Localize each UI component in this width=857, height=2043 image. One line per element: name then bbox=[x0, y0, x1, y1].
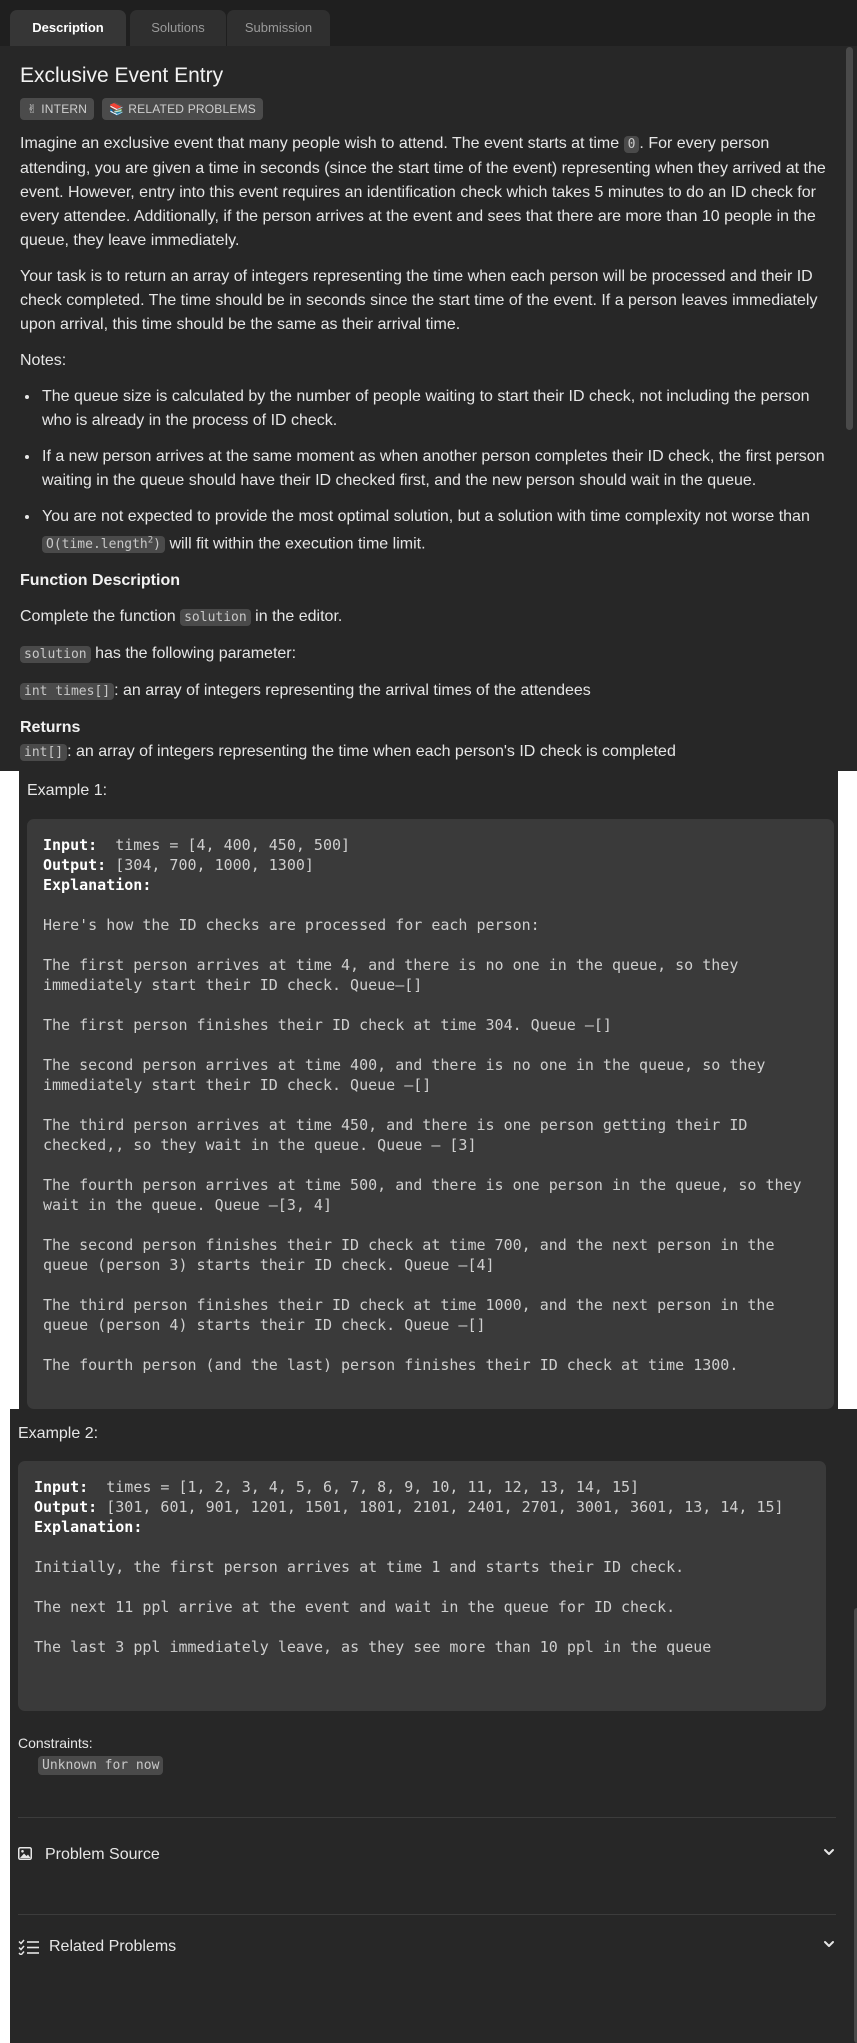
accordion-related-problems[interactable] bbox=[18, 1931, 836, 1965]
example-2-code-block bbox=[18, 1461, 826, 1711]
example-input-line bbox=[34, 1477, 810, 1497]
description-panel bbox=[0, 0, 857, 771]
explanation-line: The next 11 ppl arrive at the event and wait in the queue for ID check. bbox=[34, 1598, 676, 1616]
explanation-line: The fourth person arrives at time 500, and there is one person in the queue, so they wait in the queue. Queue –[3, 4] bbox=[43, 1176, 811, 1214]
explanation-line: The last 3 ppl immediately leave, as they see more than 10 ppl in the queue bbox=[34, 1638, 712, 1656]
constraints-label: Constraints: bbox=[18, 1735, 93, 1751]
note-item: • The queue size is calculated by the number of people waiting to start their ID check, not including the person who is already in the process of ID check. bbox=[40, 385, 828, 433]
example-2-label: Example 2: bbox=[18, 1425, 99, 1442]
constraints-value bbox=[38, 1755, 163, 1775]
scrollbar[interactable] bbox=[846, 47, 853, 430]
explanation-line: Here's how the ID checks are processed for each person: bbox=[43, 916, 540, 934]
inline-code: int[] bbox=[20, 744, 67, 761]
text: Complete the function bbox=[20, 608, 181, 626]
explanation-keyword: Explanation: bbox=[34, 1518, 143, 1536]
output-keyword: Output: bbox=[43, 856, 107, 874]
description-scroll-area[interactable] bbox=[0, 46, 857, 771]
inline-code: solution bbox=[180, 609, 251, 626]
badge-intern[interactable] bbox=[20, 98, 94, 120]
description-paragraph-1 bbox=[20, 132, 828, 253]
explanation-line: The fourth person (and the last) person finishes their ID check at time 1300. bbox=[43, 1356, 739, 1374]
text: will fit within the execution time limit. bbox=[165, 535, 426, 553]
superscript: 2 bbox=[147, 536, 154, 546]
function-description-text bbox=[20, 605, 828, 630]
example-input-line bbox=[43, 835, 818, 855]
example-1-label: Example 1: bbox=[27, 782, 108, 799]
divider bbox=[18, 1914, 836, 1915]
badge-row bbox=[20, 98, 828, 120]
inline-code: solution bbox=[20, 646, 91, 663]
text: : an array of integers representing the arrival times of the attendees bbox=[114, 682, 591, 700]
note-item bbox=[40, 505, 828, 557]
parameter-item bbox=[20, 679, 828, 704]
badge-related-problems[interactable] bbox=[102, 98, 263, 120]
accordion-label: Related Problems bbox=[49, 1938, 177, 1955]
text: in the editor. bbox=[250, 608, 343, 626]
explanation-line: The third person arrives at time 450, and there is one person getting their ID checked,, so they wait in the queue. Queue – [3] bbox=[43, 1116, 757, 1154]
tab-description[interactable]: Description bbox=[10, 10, 126, 46]
code-text: ) bbox=[153, 537, 161, 553]
chevron-down-icon[interactable] bbox=[822, 1845, 836, 1864]
chevron-down-icon[interactable] bbox=[822, 1937, 836, 1956]
accordion-problem-source[interactable] bbox=[18, 1839, 836, 1873]
inline-code: int times[] bbox=[20, 683, 114, 700]
explanation-line: The third person finishes their ID check at time 1000, and the next person in the queue (person 4) starts their ID check. Queue –[] bbox=[43, 1296, 784, 1334]
output-value: [304, 700, 1000, 1300] bbox=[106, 856, 314, 874]
description-content bbox=[20, 46, 828, 777]
tab-submission[interactable]: Submission bbox=[227, 10, 330, 46]
explanation-line: The second person finishes their ID check at time 700, and the next person in the queue (person 3) starts their ID check. Queue –[4] bbox=[43, 1236, 784, 1274]
explanation-line: The first person finishes their ID check at time 304. Queue –[] bbox=[43, 1016, 612, 1034]
example-output-line bbox=[34, 1497, 810, 1517]
text: . For every person attending, you are given a time in seconds (since the start time of the event) representing when they arrived at the event. However, entry into this event requires an identification check which takes 5 minutes to do an ID check for every attendee. Additionally, if the person arrives at the event and sees that there are more than 10 people in the queue, they leave immediately. bbox=[20, 135, 826, 249]
list-icon bbox=[18, 1939, 40, 1960]
note-item: • If a new person arrives at the same moment as when another person completes their ID check, the first person waiting in the queue should have their ID checked first, and the new person should wait in the queue. bbox=[40, 445, 828, 493]
victory-hand-icon: ✌ bbox=[27, 102, 38, 116]
output-value: [301, 601, 901, 1201, 1501, 1801, 2101, 2401, 2701, 3001, 3601, 13, 14, 15] bbox=[97, 1498, 784, 1516]
explanation-keyword: Explanation: bbox=[43, 876, 152, 894]
image-icon bbox=[18, 1847, 32, 1865]
output-keyword: Output: bbox=[34, 1498, 98, 1516]
notes-label: Notes: bbox=[20, 352, 67, 369]
input-keyword: Input: bbox=[34, 1478, 89, 1496]
returns-heading: Returns bbox=[20, 719, 81, 737]
example-1-code-block bbox=[27, 819, 834, 1409]
badge-label: INTERN bbox=[41, 102, 88, 116]
function-description-heading: Function Description bbox=[20, 572, 180, 590]
books-icon: 📚 bbox=[109, 102, 125, 116]
explanation-line: The first person arrives at time 4, and there is no one in the queue, so they immediately start their ID check. Queue–[] bbox=[43, 956, 748, 994]
input-keyword: Input: bbox=[43, 836, 98, 854]
accordion-label: Problem Source bbox=[45, 1846, 160, 1863]
tab-solutions[interactable]: Solutions bbox=[130, 10, 226, 46]
text: : an array of integers representing the time when each person's ID check is completed bbox=[67, 743, 676, 761]
tab-bar bbox=[0, 0, 857, 46]
badge-label: RELATED PROBLEMS bbox=[128, 102, 256, 116]
example-2-section bbox=[10, 1409, 857, 2043]
example-1 bbox=[19, 771, 838, 1409]
explanation-line: Initially, the first person arrives at time 1 and starts their ID check. bbox=[34, 1558, 685, 1576]
text: You are not expected to provide the most optimal solution, but a solution with time complexity not worse than bbox=[42, 508, 810, 525]
inline-code: 0 bbox=[624, 136, 640, 153]
returns-text bbox=[20, 740, 828, 765]
example-output-line bbox=[43, 855, 818, 875]
text: Imagine an exclusive event that many people wish to attend. The event starts at time bbox=[20, 135, 624, 152]
explanation-line: The second person arrives at time 400, and there is no one in the queue, so they immediately start their ID check. Queue –[] bbox=[43, 1056, 775, 1094]
parameter-intro bbox=[20, 642, 828, 667]
description-paragraph-2: Your task is to return an array of integers representing the time when each person will be processed and their ID check completed. The time should be in seconds since the start time of the event. If a person leaves immediately upon arrival, this time should be the same as their arrival time. bbox=[20, 268, 818, 333]
text: has the following parameter: bbox=[90, 645, 297, 663]
input-value: times = [1, 2, 3, 4, 5, 6, 7, 8, 9, 10, 11, 12, 13, 14, 15] bbox=[88, 1478, 640, 1496]
notes-list bbox=[20, 385, 828, 557]
code-text: O(time.length bbox=[46, 537, 148, 553]
problem-title: Exclusive Event Entry bbox=[20, 64, 224, 87]
inline-code: Unknown for now bbox=[38, 1756, 163, 1775]
input-value: times = [4, 400, 450, 500] bbox=[97, 836, 351, 854]
divider bbox=[18, 1817, 836, 1818]
inline-code bbox=[42, 536, 165, 553]
